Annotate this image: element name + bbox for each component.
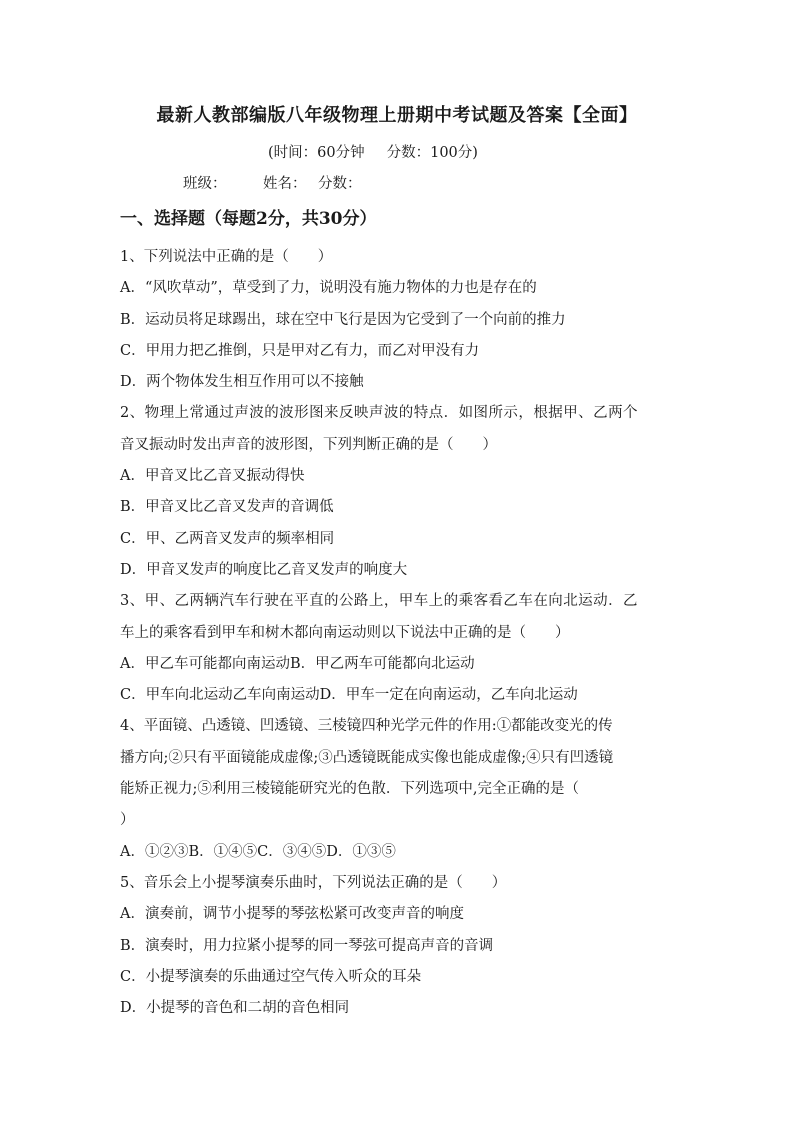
option-b: B．运动员将足球踢出，球在空中飞行是因为它受到了一个向前的推力 [120, 311, 566, 328]
student-info-line [183, 174, 362, 194]
option-d: D．甲音叉发声的响度比乙音叉发声的响度大 [120, 561, 408, 578]
option-cd: C．甲车向北运动乙车向南运动D．甲车一定在向南运动，乙车向北运动 [120, 687, 578, 704]
exam-meta [268, 143, 478, 163]
question-stem: 5、音乐会上小提琴演奏乐曲时，下列说法正确的是（ ） [120, 874, 507, 891]
option-abcd: A．①②③B．①④⑤C．③④⑤D．①③⑤ [120, 843, 396, 860]
question-list [120, 242, 680, 1024]
exam-time: (时间：60分钟 [268, 145, 365, 161]
question-stem: ） [120, 812, 135, 829]
question-3 [120, 586, 680, 711]
option-c: C．小提琴演奏的乐曲通过空气传入听众的耳朵 [120, 968, 422, 985]
question-stem: 能矫正视力;⑤利用三棱镜能研究光的色散．下列选项中,完全正确的是（ [120, 781, 579, 798]
question-stem: 播方向;②只有平面镜能成虚像;③凸透镜既能成实像也能成虚像;④只有凹透镜 [120, 749, 614, 766]
question-stem: 2、物理上常通过声波的波形图来反映声波的特点．如图所示，根据甲、乙两个 [120, 405, 638, 422]
name-label: 姓名： [263, 176, 307, 192]
question-stem: 4、平面镜、凸透镜、凹透镜、三棱镜四种光学元件的作用:①都能改变光的传 [120, 718, 613, 735]
page-title: 最新人教部编版八年级物理上册期中考试题及答案【全面】 [156, 105, 638, 126]
option-ab: A．甲乙车可能都向南运动B．甲乙两车可能都向北运动 [120, 655, 475, 672]
score-label: 分数： [318, 176, 362, 192]
class-label: 班级： [183, 176, 227, 192]
question-4 [120, 711, 680, 867]
option-a: A．“风吹草动”，草受到了力，说明没有施力物体的力也是存在的 [120, 280, 537, 297]
option-a: A．演奏前，调节小提琴的琴弦松紧可改变声音的响度 [120, 906, 464, 923]
question-stem: 音叉振动时发出声音的波形图，下列判断正确的是（ ） [120, 436, 497, 453]
exam-total-score: 分数：100分) [386, 145, 478, 161]
option-c: C．甲用力把乙推倒，只是甲对乙有力，而乙对甲没有力 [120, 342, 480, 359]
section-heading: 一、选择题（每题2分，共30分） [120, 209, 377, 229]
option-d: D．小提琴的音色和二胡的音色相同 [120, 1000, 350, 1017]
question-stem: 3、甲、乙两辆汽车行驶在平直的公路上，甲车上的乘客看乙车在向北运动．乙 [120, 593, 638, 610]
question-5 [120, 868, 680, 1024]
option-d: D．两个物体发生相互作用可以不接触 [120, 374, 364, 391]
question-2 [120, 398, 680, 586]
question-stem: 车上的乘客看到甲车和树木都向南运动则以下说法中正确的是（ ） [120, 624, 570, 641]
option-b: B．演奏时，用力拉紧小提琴的同一琴弦可提高声音的音调 [120, 937, 494, 954]
option-a: A．甲音叉比乙音叉振动得快 [120, 468, 305, 485]
option-b: B．甲音叉比乙音叉发声的音调低 [120, 499, 334, 516]
question-1 [120, 242, 680, 398]
question-stem: 1、下列说法中正确的是（ ） [120, 249, 333, 265]
option-c: C．甲、乙两音叉发声的频率相同 [120, 530, 335, 547]
